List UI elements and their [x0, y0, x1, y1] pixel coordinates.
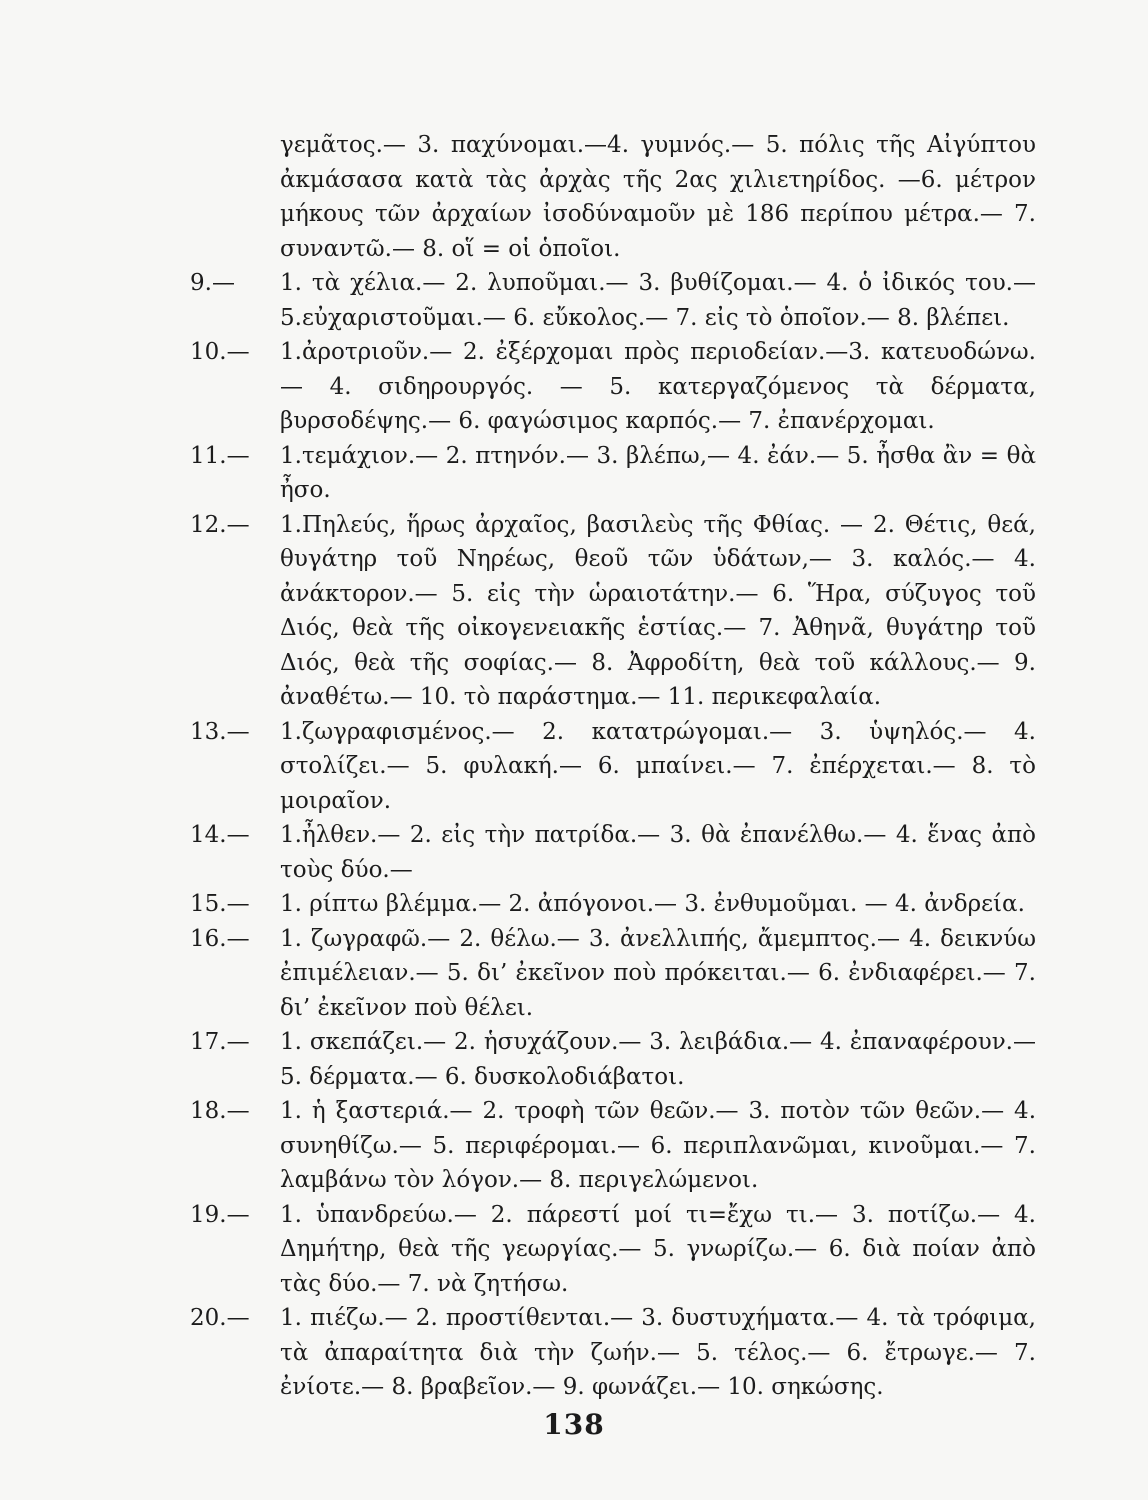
entry-text: 1.Πηλεύς, ἥρως ἀρχαῖος, βασιλεὺς τῆς Φθίας. — 2. Θέτις, θεά, θυγάτηρ τοῦ Νηρέως, θεοῦ τῶν ὑδάτων,— 3. καλός.— 4. ἀνάκτορον.— 5. εἰς τὴν ὡραιοτάτην.— 6. Ἥρα, σύζυγος τοῦ Διός, θεὰ τῆς οἰκογενειακῆς ἑστίας.— 7. Ἀθηνᾶ, θυγάτηρ τοῦ Διός, θεὰ τῆς σοφίας.— 8. Ἀφροδίτη, θεὰ τοῦ κάλλους.— 9. ἀναθέτω.— 10. τὸ παράστημα.— 11. περικεφαλαία. — [280, 511, 1036, 710]
entry-text: 1. σκεπάζει.— 2. ἡσυχάζουν.— 3. λειβάδια.— 4. ἐπαναφέρουν.— 5. δέρματα.— 6. δυσκολοδιάβατοι. — [280, 1029, 1036, 1090]
entry-number: 13.— — [190, 718, 250, 745]
glossary-entry — [190, 439, 1046, 508]
entry-text: 1. τὰ χέλια.— 2. λυποῦμαι.— 3. βυθίζομαι.— 4. ὁ ἰδικός του.— 5.εὐχαριστοῦμαι.— 6. εὔκολος.— 7. εἰς τὸ ὁποῖον.— 8. βλέπει. — [280, 270, 1036, 331]
entry-number: 16.— — [190, 925, 250, 952]
entry-text: γεμᾶτος.— 3. παχύνομαι.—4. γυμνός.— 5. πόλις τῆς Αἰγύπτου ἀκμάσασα κατὰ τὰς ἀρχὰς τῆς 2ας χιλιετηρίδος. —6. μέτρον μήκους τῶν ἀρχαίων ἰσοδύναμοῦν μὲ 186 περίπου μέτρα.— 7. συναντῶ.— 8. οἵ = οἱ ὁποῖοι. — [280, 132, 1036, 262]
entry-number: 9.— — [190, 270, 235, 296]
entry-number: 19.— — [190, 1201, 250, 1228]
entry-text: 1. ρίπτω βλέμμα.— 2. ἀπόγονοι.— 3. ἐνθυμοῦμαι. — 4. ἀνδρεία. — [280, 891, 1025, 917]
glossary-entries — [190, 128, 1046, 1405]
glossary-entry — [190, 887, 1046, 922]
entry-text: 1.ἦλθεν.— 2. εἰς τὴν πατρίδα.— 3. θὰ ἐπανέλθω.— 4. ἕνας ἀπὸ τοὺς δύο.— — [280, 822, 1036, 883]
entry-text: 1. πιέζω.— 2. προστίθενται.— 3. δυστυχήματα.— 4. τὰ τρόφιμα, τὰ ἀπαραίτητα διὰ τὴν ζωήν.— 5. τέλος.— 6. ἔτρωγε.— 7. ἐνίοτε.— 8. βραβεῖον.— 9. φωνάζει.— 10. σηκώσης. — [280, 1305, 1036, 1400]
glossary-entry — [190, 818, 1046, 887]
entry-number: 15.— — [190, 891, 250, 917]
glossary-entry — [190, 128, 1046, 266]
entry-number: 10.— — [190, 339, 250, 365]
entry-text: 1.ζωγραφισμένος.— 2. κατατρώγομαι.— 3. ὑψηλός.— 4. στολίζει.— 5. φυλακή.— 6. μπαίνει.— 7. ἐπέρχεται.— 8. τὸ μοιραῖον. — [280, 718, 1036, 814]
entry-number: 17.— — [190, 1029, 250, 1055]
entry-text: 1.τεμάχιον.— 2. πτηνόν.— 3. βλέπω,— 4. ἐάν.— 5. ἦσθα ἂν = θὰ ἦσο. — [280, 442, 1036, 503]
glossary-entry — [190, 1301, 1046, 1405]
entry-number: 18.— — [190, 1098, 250, 1124]
glossary-entry — [190, 1025, 1046, 1094]
glossary-entry — [190, 715, 1046, 819]
entry-number: 14.— — [190, 822, 250, 848]
glossary-entry — [190, 266, 1046, 335]
entry-number: 11.— — [190, 442, 250, 469]
glossary-entry — [190, 1094, 1046, 1198]
entry-text: 1.ἀροτριοῦν.— 2. ἐξέρχομαι πρὸς περιοδείαν.—3. κατευοδώνω.— 4. σιδηρουργός. — 5. κατεργαζόμενος τὰ δέρματα, βυρσοδέψης.— 6. φαγώσιμος καρπός.— 7. ἐπανέρχομαι. — [280, 339, 1036, 434]
entry-number: 20.— — [190, 1305, 250, 1331]
entry-text: 1. ζωγραφῶ.— 2. θέλω.— 3. ἀνελλιπής, ἄμεμπτος.— 4. δεικνύω ἐπιμέλειαν.— 5. δι’ ἐκεῖνον ποὺ πρόκειται.— 6. ἐνδιαφέρει.— 7. δι’ ἐκεῖνον ποὺ θέλει. — [280, 925, 1036, 1021]
page-number: 138 — [543, 1408, 605, 1441]
entry-text: 1. ὑπανδρεύω.— 2. πάρεστί μοί τι=ἔχω τι.— 3. ποτίζω.— 4. Δημήτηρ, θεὰ τῆς γεωργίας.— 5. γνωρίζω.— 6. διὰ ποίαν ἀπὸ τὰς δύο.— 7. νὰ ζητήσω. — [280, 1201, 1036, 1297]
entry-number: 12.— — [190, 511, 250, 538]
glossary-entry — [190, 922, 1046, 1026]
glossary-entry — [190, 508, 1046, 715]
glossary-entry — [190, 1198, 1046, 1302]
glossary-entry — [190, 335, 1046, 439]
entry-text: 1. ἡ ξαστεριά.— 2. τροφὴ τῶν θεῶν.— 3. ποτὸν τῶν θεῶν.— 4. συνηθίζω.— 5. περιφέρομαι.— 6. περιπλανῶμαι, κινοῦμαι.— 7. λαμβάνω τὸν λόγον.— 8. περιγελώμενοι. — [280, 1098, 1036, 1193]
